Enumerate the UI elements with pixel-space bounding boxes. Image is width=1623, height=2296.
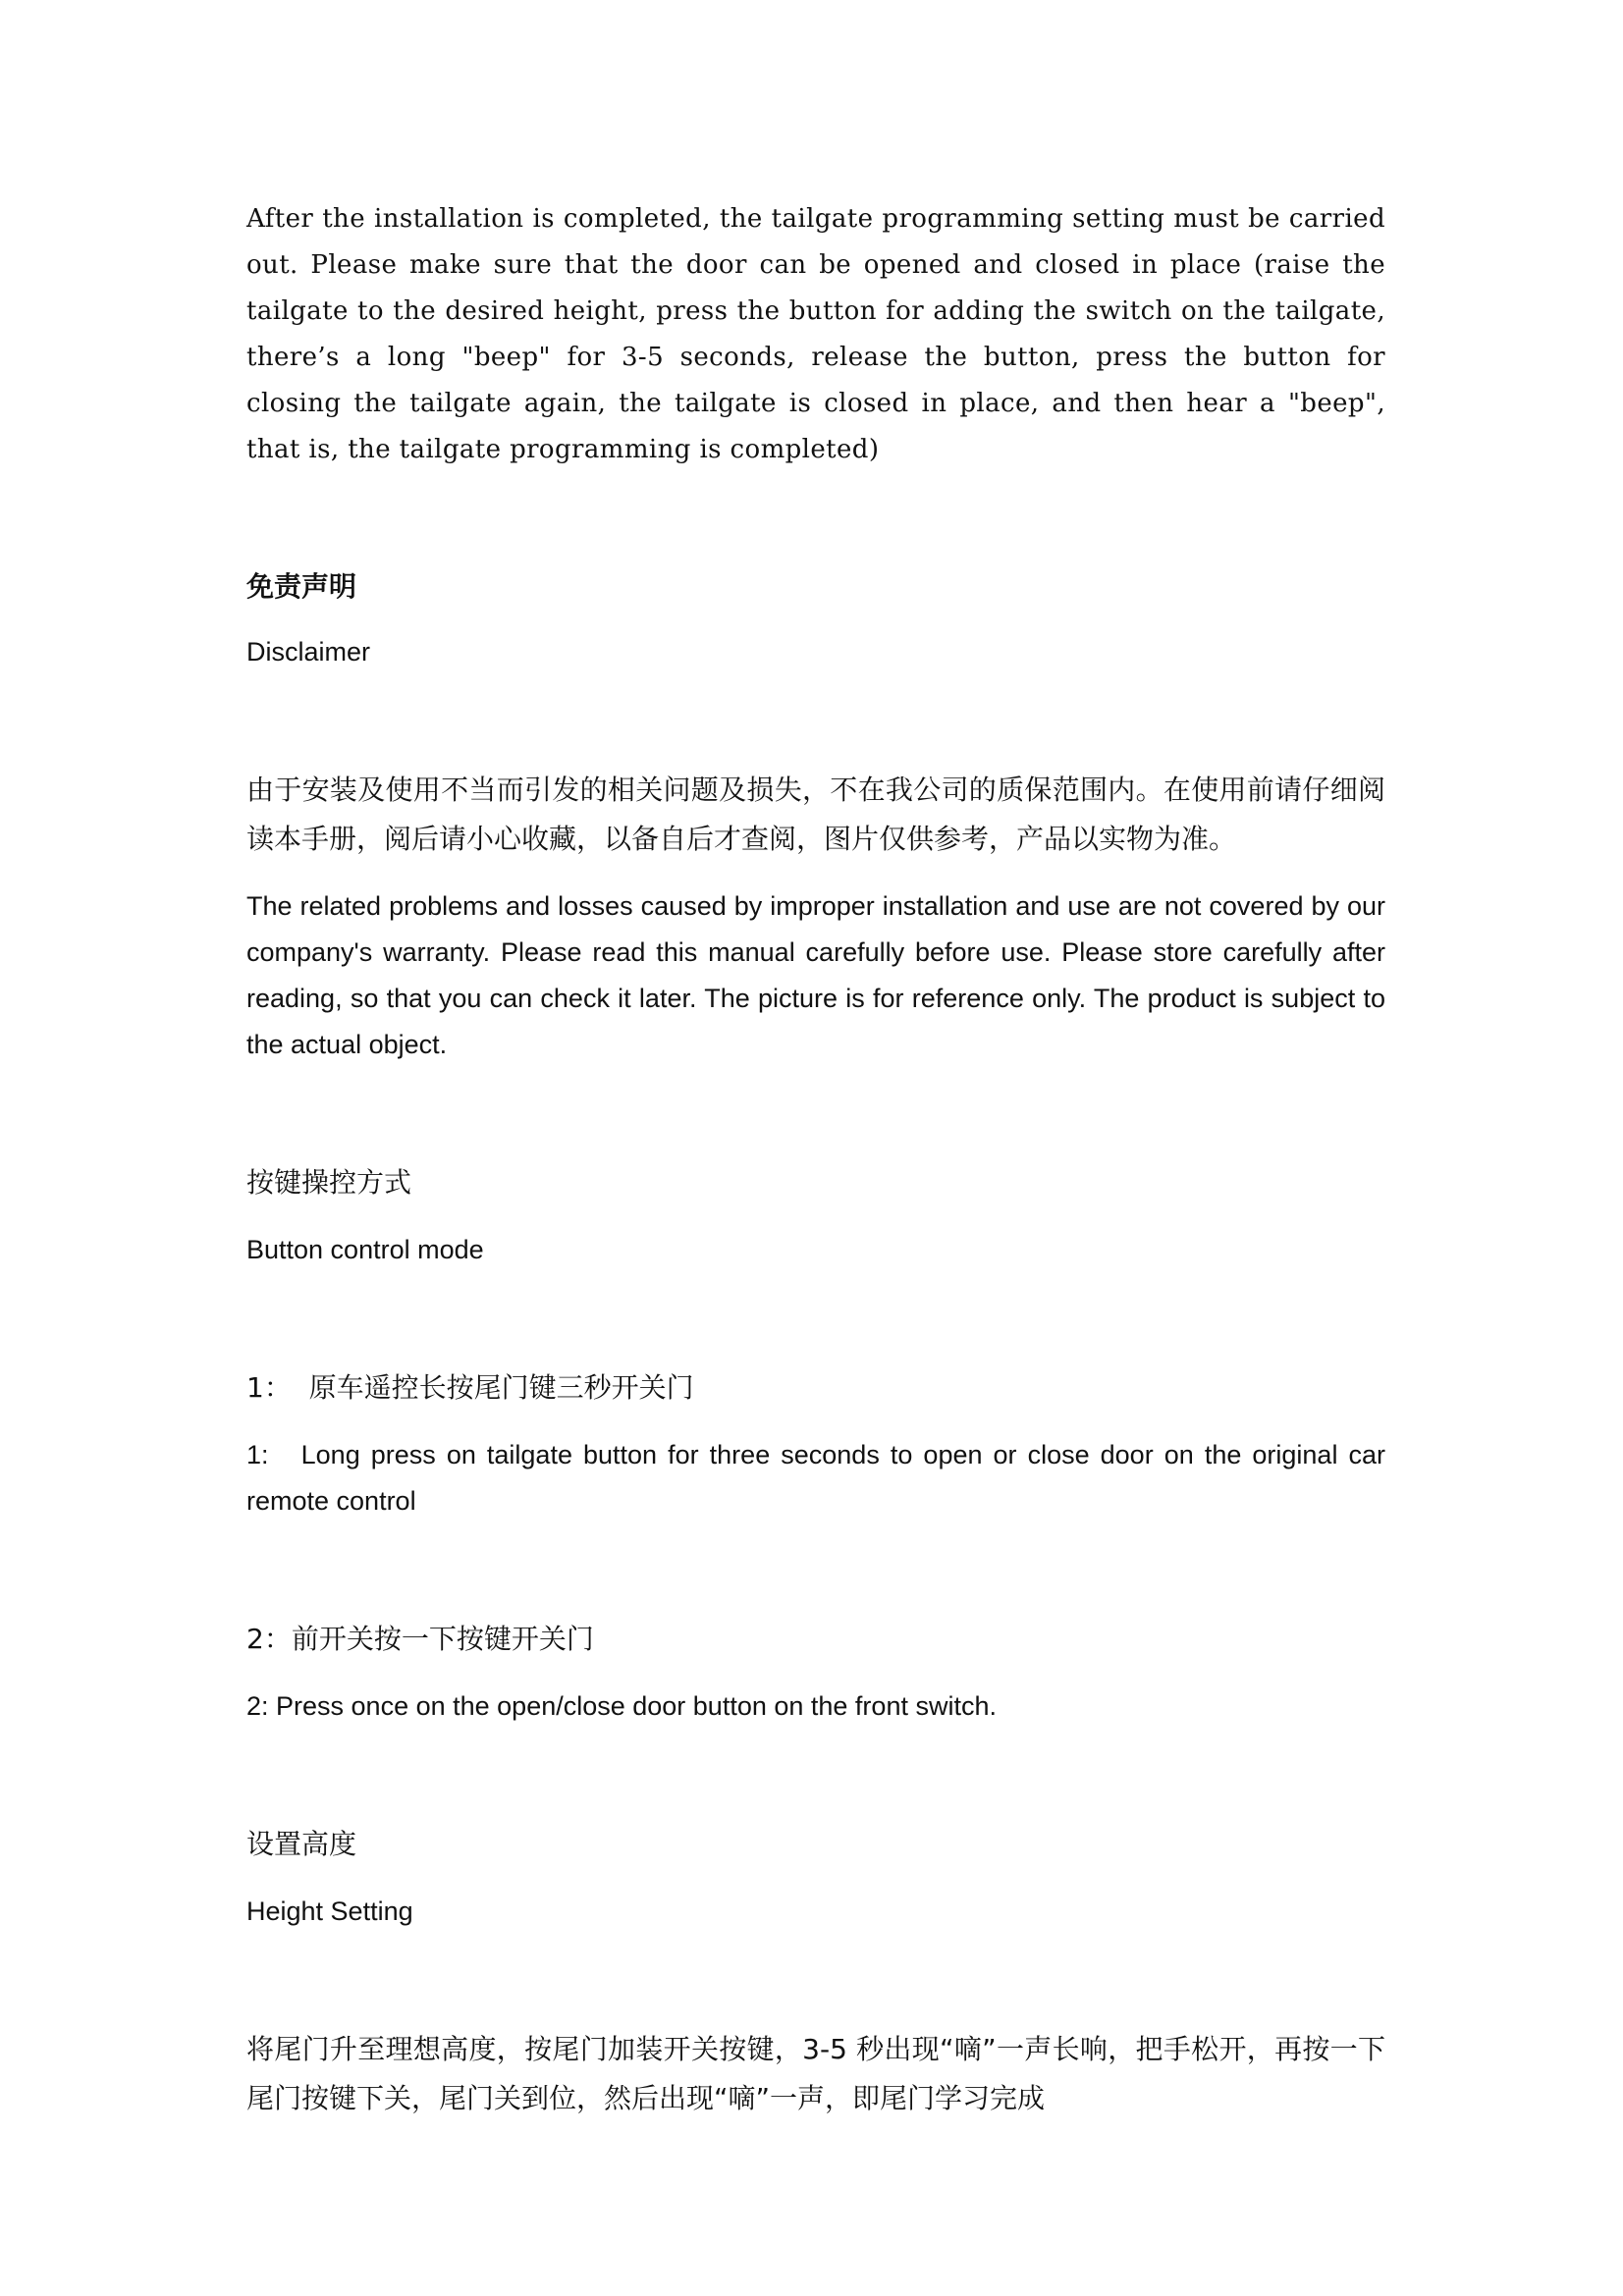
height-setting-body-cn: 将尾门升至理想高度，按尾门加装开关按键，3-5 秒出现“嘀”一声长响，把手松开，再按一下尾门按键下关，尾门关到位，然后出现“嘀”一声，即尾门学习完成 [246,2033,1385,2114]
disclaimer-heading-en: Disclaimer [246,637,371,667]
button-control-heading-en: Button control mode [246,1235,484,1264]
disclaimer-body-en: The related problems and losses caused by improper installation and use are not covered by our company's warranty. Please read this manual carefully before use. Please store carefully after reading, so that you can check it later. The picture is for reference only. The product is subject to the actual object. [246,891,1385,1059]
height-setting-heading-cn: 设置高度 [246,1828,357,1860]
document-page [246,196,1393,2123]
item1-cn: 1： 原车遥控长按尾门键三秒开关门 [246,1371,694,1404]
disclaimer-body-cn: 由于安装及使用不当而引发的相关问题及损失，不在我公司的质保范围内。在使用前请仔细阅读本手册，阅后请小心收藏，以备自后才查阅，图片仅供参考，产品以实物为准。 [246,774,1385,855]
intro-paragraph: After the installation is completed, the tailgate programming setting must be carried out. Please make sure that the door can be opened and closed in place (raise the tailgate to the desired height, press the button for adding the switch on the tailgate, there’s a long "beep" for 3-5 seconds, release the button, press the button for closing the tailgate again, the tailgate is closed in place, and then hear a "beep", that is, the tailgate programming is completed) [246,204,1385,464]
button-control-heading-cn: 按键操控方式 [246,1166,412,1199]
item2-en: 2: Press once on the open/close door button on the front switch. [246,1691,997,1721]
item1-en: 1: Long press on tailgate button for three seconds to open or close door on the original car remote control [246,1440,1393,1516]
disclaimer-heading-cn: 免责声明 [246,570,357,603]
height-setting-heading-en: Height Setting [246,1896,413,1926]
item2-cn: 2：前开关按一下按键开关门 [246,1623,594,1655]
